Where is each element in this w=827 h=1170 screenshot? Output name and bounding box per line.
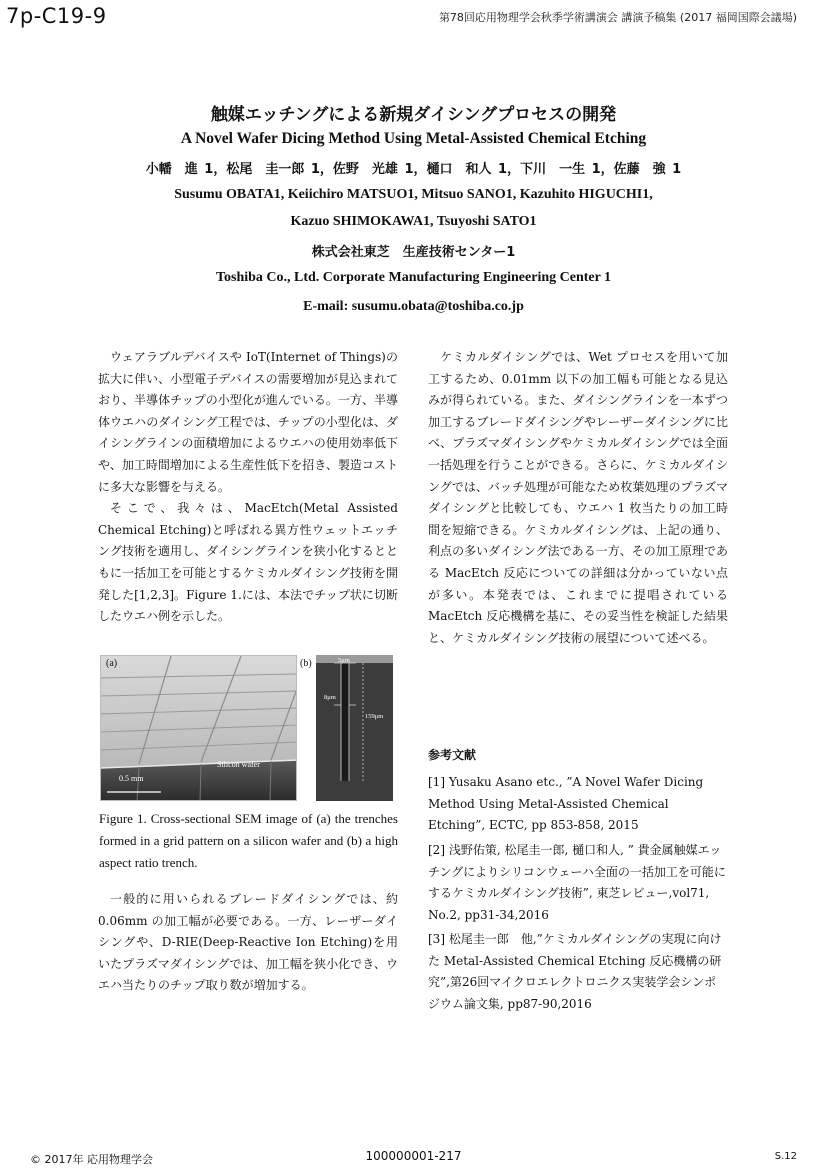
left-column-intro [98, 347, 398, 628]
body-paragraph-3: 一般的に用いられるブレードダイシングでは、約 0.06mm の加工幅が必要である。一方、レーザーダイシングや、D-RIE(Deep-Reactive Ion Etching)を用いたプラズマダイシングでは、加工幅を狭小化でき、ウエハ当たりのチップ取り数が増加する。 [98, 892, 398, 993]
sem-image-a [100, 655, 297, 801]
dimension-top: 5μm [338, 657, 350, 664]
author-email: E-mail: susumu.obata@toshiba.co.jp [303, 299, 524, 314]
authors-english-line2: Kazuo SHIMOKAWA1, Tsuyoshi SATO1 [290, 214, 537, 229]
body-paragraph-2: そこで、我々は、MacEtch(Metal Assisted Chemical Etching)と呼ばれる異方性ウェットエッチング技術を適用し、ダイシングラインを狭小化するとともに一括加工を可能とするケミカルダイシング技術を開発した[1,2,3]。Figure 1.には、本法でチップ状に切断したウエハ例を示した。 [98, 501, 398, 624]
conference-header: 第78回応用物理学会秋季学術講演会 講演予稿集 (2017 福岡国際会議場) [438, 11, 797, 24]
silicon-wafer-label: Silicon wafer [217, 760, 260, 769]
title-english: A Novel Wafer Dicing Method Using Metal-Assisted Chemical Etching [180, 130, 647, 147]
reference-item-3: [3] 松尾圭一郎 他,”ケミカルダイシングの実現に向けた Metal-Assisted Chemical Etching 反応機構の研究”,第26回マイクロエレクトロニクス実装学会シンポジウム論文集, pp87-90,2016 [428, 932, 722, 1011]
affiliation-japanese: 株式会社東芝 生産技術センター1 [311, 245, 516, 260]
sem-image-b-graphic [316, 655, 393, 801]
page-number: S.12 [774, 1151, 797, 1162]
paper-id: 7p-C19-9 [6, 4, 107, 28]
figure-label-b: (b) [300, 658, 312, 669]
reference-item-1: [1] Yusaku Asano etc., ”A Novel Wafer Dicing Method Using Metal-Assisted Chemical Etching”, ECTC, pp 853-858, 2015 [428, 775, 704, 833]
affiliation-english: Toshiba Co., Ltd. Corporate Manufacturing Engineering Center 1 [215, 270, 612, 285]
left-column-lower [98, 889, 398, 997]
title-japanese: 触媒エッチングによる新規ダイシングプロセスの開発 [210, 105, 617, 125]
scale-text-a: 0.5 mm [119, 774, 144, 783]
figure-caption: Figure 1. Cross-sectional SEM image of (a) the trenches formed in a grid pattern on a silicon wafer and (b) a high aspect ratio trench. [99, 811, 398, 870]
references-heading: 参考文献 [428, 748, 477, 762]
sem-image-b [316, 655, 393, 801]
authors-japanese: 小幡 進 1，松尾 圭一郎 1，佐野 光雄 1，樋口 和人 1，下川 一生 1，佐藤 強 1 [145, 162, 682, 177]
dimension-width: 8μm [324, 694, 336, 701]
dimension-depth: 159μm [365, 713, 384, 720]
body-paragraph-4: ケミカルダイシングでは、Wet プロセスを用いて加工するため、0.01mm 以下の加工幅も可能となる見込みが得られている。また、ダイシングラインを一本ずつ加工するブレードダイシングやレーザーダイシングに比べ、プラズマダイシングやケミカルダイシングでは全面一括処理を行うことができる。さらに、ケミカルダイシングでは、バッチ処理が可能なため枚葉処理のプラズマダイシングと比較しても、ウエハ 1 枚当たりの加工時間を短縮できる。ケミカルダイシングは、上記の通り、利点の多いダイシング法である一方、その加工原理である MacEtch 反応についての詳細は分かっていない点が多い。本発表では、これまでに提唱されている MacEtch 反応機構を基に、その妥当性を検証した結果と、ケミカルダイシング技術の展望について述べる。 [428, 350, 728, 645]
authors-english-line1: Susumu OBATA1, Keiichiro MATSUO1, Mitsuo SANO1, Kazuhito HIGUCHI1, [174, 187, 653, 202]
right-column [428, 347, 728, 649]
figure-label-a: (a) [106, 658, 118, 669]
paper-code: 100000001-217 [365, 1149, 462, 1163]
reference-item-2: [2] 浅野佑策, 松尾圭一郎, 樋口和人, ” 貴金属触媒エッチングによりシリコンウェーハ全面の一括加工を可能にするケミカルダイシング技術”, 東芝レビュー,vol71, No.2, pp31-34,2016 [428, 843, 726, 922]
body-paragraph-1: ウェアラブルデバイスや IoT(Internet of Things)の拡大に伴い、小型電子デバイスの需要増加が見込まれており、半導体チップの小型化が進んでいる。一方、半導体ウエハのダイシング工程では、チップの小型化は、ダイシングラインの面積増加によるウエハの使用効率低下や、加工時間増加による生産性低下を招き、製造コストに多大な影響を与える。 [98, 350, 398, 494]
copyright: © 2017年 応用物理学会 [30, 1153, 153, 1166]
